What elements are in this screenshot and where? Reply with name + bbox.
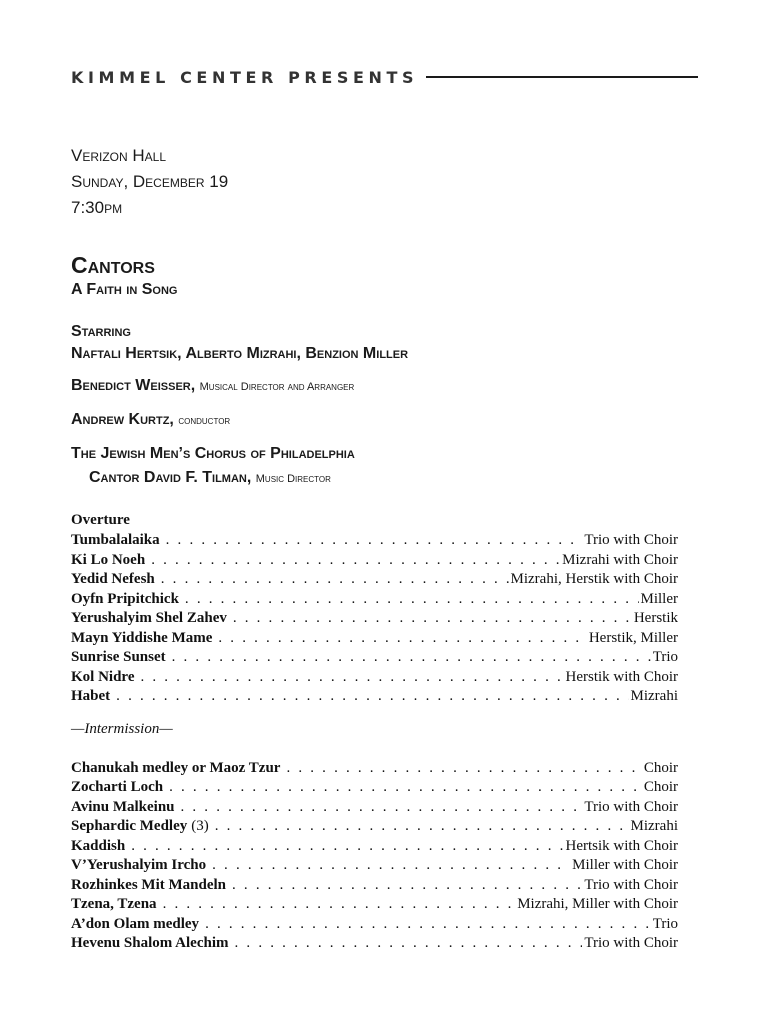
chorus-director-name: Cantor David F. Tilman,: [89, 469, 252, 486]
dot-leader: [218, 629, 586, 649]
venue-date: Sunday, December 19: [71, 172, 229, 191]
piece-title: Hevenu Shalom Alechim: [71, 935, 229, 951]
piece-performer: Mizrahi with Choir: [562, 551, 678, 568]
piece-title: Avinu Malkeinu: [71, 798, 175, 815]
program-row: [71, 609, 678, 629]
piece-performer: Hertsik with Choir: [565, 837, 678, 854]
program-row: [71, 668, 678, 688]
program-row: [71, 837, 678, 857]
dot-leader: [140, 668, 563, 688]
chorus-director-credit: [71, 465, 691, 492]
program-row: [71, 551, 678, 571]
program-row: [71, 915, 678, 935]
dot-leader: [166, 531, 583, 551]
piece-performer: Trio with Choir: [584, 876, 678, 893]
dot-leader: [161, 570, 509, 590]
dot-leader: [181, 798, 583, 818]
second-half-list: [71, 759, 678, 954]
venue-hall: Verizon Hall: [71, 146, 167, 165]
header-rule: [426, 76, 698, 78]
intermission-label: —Intermission—: [71, 720, 173, 737]
program-row: [71, 934, 678, 954]
piece-title: Yerushalyim Shel Zahev: [71, 610, 227, 626]
first-half-list: [71, 531, 678, 707]
piece-note: (3): [191, 818, 209, 834]
dot-leader: [151, 551, 560, 571]
piece-title: Habet: [71, 688, 111, 704]
program-row: [71, 876, 678, 896]
dot-leader: [233, 609, 632, 629]
program-row: [71, 687, 678, 707]
piece-performer: Choir: [643, 759, 678, 776]
dot-leader: [169, 778, 642, 798]
piece-title: Sephardic Medley: [71, 818, 188, 834]
conductor-credit: [71, 409, 691, 432]
dot-leader: [185, 590, 639, 610]
piece-performer: Trio with Choir: [584, 532, 678, 548]
piece-performer: Mizrahi, Herstik with Choir: [510, 571, 678, 587]
chorus-director-role: Music Director: [255, 473, 331, 485]
piece-title: A’don Olam medley: [71, 915, 200, 932]
piece-performer: Trio with Choir: [584, 935, 678, 951]
starring-names: Naftali Hertsik, Alberto Mizrahi, Benzion Miller: [71, 345, 409, 362]
program-row: [71, 629, 678, 649]
program-list: [71, 510, 678, 954]
venue-block: [71, 143, 228, 221]
piece-title: Ki Lo Noeh: [71, 551, 146, 568]
piece-title: Zocharti Loch: [71, 779, 164, 795]
piece-title: Kol Nidre: [71, 668, 135, 685]
dot-leader: [232, 876, 582, 896]
piece-performer: Trio: [652, 915, 678, 932]
piece-title: Tumbalalaika: [71, 532, 160, 548]
musical-director-role: Musical Director and Arranger: [199, 381, 355, 393]
piece-title: Tzena, Tzena: [71, 896, 157, 912]
dot-leader: [212, 856, 570, 876]
dot-leader: [215, 817, 629, 837]
piece-title: Oyfn Pripitchick: [71, 590, 179, 607]
dot-leader: [235, 934, 583, 954]
piece-performer: Mizrahi: [630, 688, 678, 704]
program-row: [71, 817, 678, 837]
program-row: [71, 531, 678, 551]
dot-leader: [131, 837, 563, 857]
dot-leader: [163, 895, 516, 915]
conductor-role: conductor: [178, 415, 231, 427]
piece-title: Rozhinkes Mit Mandeln: [71, 876, 227, 893]
piece-title: V’Yerushalyim Ircho: [71, 857, 207, 873]
program-row: [71, 759, 678, 779]
piece-performer: Trio with Choir: [584, 798, 678, 815]
program-row: [71, 590, 678, 610]
musical-director-name: Benedict Weisser,: [71, 377, 196, 394]
page-header: [71, 64, 698, 90]
show-title-block: [71, 252, 177, 301]
piece-title: Yedid Nefesh: [71, 571, 155, 587]
piece-performer: Choir: [643, 779, 678, 795]
venue-time: 7:30pm: [71, 198, 123, 217]
piece-performer: Miller with Choir: [572, 857, 678, 873]
starring-label: Starring: [71, 323, 131, 340]
dot-leader: [116, 687, 628, 707]
program-row: [71, 856, 678, 876]
piece-performer: Mizrahi: [630, 818, 678, 834]
piece-performer: Herstik: [633, 610, 678, 626]
piece-performer: Miller: [640, 590, 678, 607]
program-row: [71, 570, 678, 590]
piece-title: Kaddish: [71, 837, 126, 854]
program-row: [71, 798, 678, 818]
piece-title: Chanukah medley or Maoz Tzur: [71, 759, 281, 776]
program-row: [71, 778, 678, 798]
show-title: Cantors: [71, 252, 155, 278]
conductor-name: Andrew Kurtz,: [71, 411, 174, 428]
show-subtitle: A Faith in Song: [71, 281, 178, 298]
piece-performer: Mizrahi, Miller with Choir: [517, 896, 678, 912]
dot-leader: [205, 915, 651, 935]
musical-director-credit: [71, 375, 691, 398]
program-row: [71, 648, 678, 668]
chorus-name: The Jewish Men’s Chorus of Philadelphia: [71, 445, 355, 462]
piece-performer: Herstik, Miller: [588, 629, 678, 646]
dot-leader: [172, 648, 651, 668]
piece-title: Sunrise Sunset: [71, 649, 166, 665]
credits-block: [71, 321, 691, 492]
presenter-title: KIMMEL CENTER PRESENTS: [71, 67, 419, 87]
piece-performer: Herstik with Choir: [565, 668, 678, 685]
piece-title: Mayn Yiddishe Mame: [71, 629, 213, 646]
piece-performer: Trio: [652, 649, 678, 665]
program-row: [71, 895, 678, 915]
overture-heading: Overture: [71, 512, 130, 528]
dot-leader: [286, 759, 641, 779]
